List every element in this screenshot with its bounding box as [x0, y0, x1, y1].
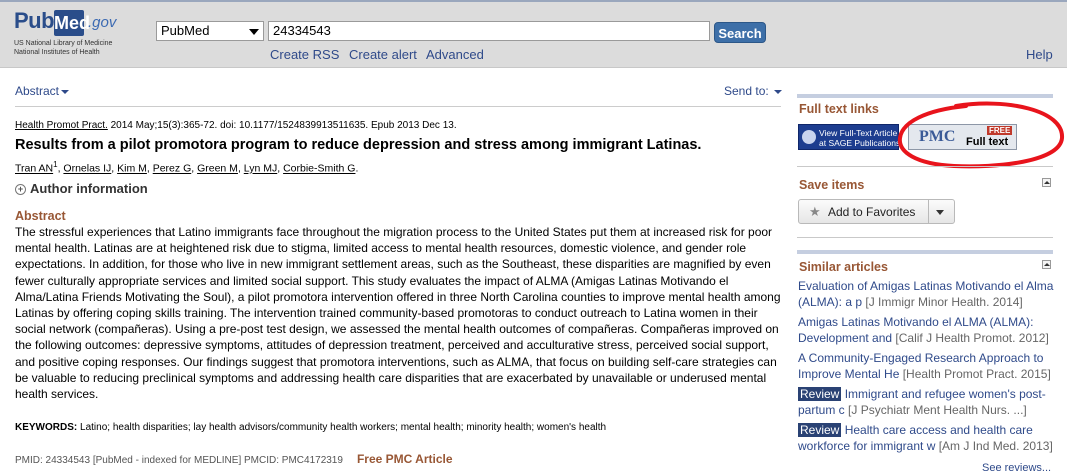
create-rss-link[interactable]: Create RSS — [270, 47, 340, 62]
help-link[interactable]: Help — [1026, 47, 1053, 62]
advanced-link[interactable]: Advanced — [426, 47, 484, 62]
author-link[interactable]: Ornelas IJ — [63, 162, 112, 175]
sage-full-text-button[interactable]: View Full-Text Article at SAGE Publications — [798, 124, 899, 150]
chevron-down-icon — [249, 29, 259, 35]
collapse-similar-articles-button[interactable] — [1042, 260, 1051, 269]
collapse-save-items-button[interactable] — [1042, 178, 1051, 187]
send-to-dropdown[interactable]: Send to: — [724, 84, 782, 98]
chevron-down-icon — [774, 90, 782, 94]
similar-article-item[interactable]: A Community-Engaged Research Approach to Improve Mental He [Health Promot Pract. 2015] — [798, 351, 1051, 381]
logo-pub-text: Pub — [14, 8, 55, 33]
review-badge: Review — [800, 423, 840, 437]
pubmed-logo[interactable] — [14, 8, 134, 60]
nlm-caption: US National Library of Medicine National Institutes of Health — [14, 40, 113, 56]
save-items-heading: Save items — [799, 178, 865, 192]
author-link[interactable]: Kim M — [117, 162, 147, 175]
abstract-text: The stressful experiences that Latino immigrants face throughout the migration process to the United States put them at increased risk for poor mental health. Latinas are at heightened risk due to stigma, limited access to mental health resources, domestic violence, and gender role expectations. In addition, for those who live in new immigrant settlement areas, such as the Southeast, these disparities are magnified by even fewer culturally appropriate services and limited social support. This study evaluates the impact of ALMA (Amigas Latinas Motivando el Alma/Latina Friends Motivating the Soul), a pilot promotora intervention offered in three North Carolina counties to improve mental health among Latinas by offering coping skills training. The intervention trained community-based promotoras to conduct outreach to Latina women in their social network (compañeras). Using a pre-post test design, we assessed the mental health outcomes of compañeras. Compañeras improved on the following outcomes: depressive symptoms, attitudes of depression treatment, perceived and acculturative stress, perceived social support, and positive coping responses. Our findings suggest that promotora interventions, such as ALMA, that focus on building self-care strategies can be valuable to reducing preclinical symptoms and addressing health care disparities that are exacerbated by unavailable or underused mental health services. — [15, 225, 781, 402]
citation: Health Promot Pract. 2014 May;15(3):365-72. doi: 10.1177/1524839913511635. Epub 2013 Dec 13. — [15, 120, 457, 131]
author-link[interactable]: Lyn MJ — [243, 162, 278, 175]
author-information-toggle[interactable]: + Author information — [15, 181, 148, 196]
pmc-full-text-button[interactable]: PMC FREE Full text — [908, 124, 1017, 150]
database-select[interactable]: PubMed — [156, 21, 264, 41]
star-icon: ★ — [809, 204, 821, 219]
sidebar-bar — [797, 250, 1053, 254]
abstract-heading: Abstract — [15, 209, 66, 223]
logo-med-box: Med — [54, 10, 84, 36]
full-text-links-heading: Full text links — [799, 102, 879, 116]
red-circle-annotation — [896, 100, 1066, 170]
sidebar-bar — [797, 94, 1053, 98]
search-button[interactable]: Search — [714, 22, 766, 43]
similar-articles-heading: Similar articles — [799, 260, 888, 274]
author-list: Tran $AN^1$, Ornelas IJ, Kim M, Perez G, Green M, Lyn MJ, Corbie-Smith G. — [15, 160, 359, 175]
author-link[interactable]: Green M — [197, 162, 238, 175]
pmid-line: PMID: 24334543 [PubMed - indexed for MEDLINE] PMCID: PMC4172319 Free PMC Article — [15, 452, 453, 466]
see-reviews-link[interactable]: See reviews... — [982, 462, 1052, 474]
logo-gov-text: .gov — [88, 14, 117, 31]
author-link[interactable]: Perez G — [152, 162, 192, 175]
add-to-favorites-button[interactable]: ★ Add to Favorites — [798, 199, 955, 224]
article-title: Results from a pilot promotora program to reduce depression and stress among immigrant Latinas. — [15, 137, 702, 153]
create-alert-link[interactable]: Create alert — [349, 47, 417, 62]
expand-icon: + — [15, 184, 26, 195]
header-bar — [0, 0, 1067, 68]
magnifier-icon — [802, 130, 816, 144]
author-link[interactable]: Corbie-Smith G — [283, 162, 356, 175]
format-dropdown[interactable]: Abstract — [15, 84, 69, 98]
divider — [15, 106, 781, 107]
divider — [797, 237, 1053, 238]
free-pmc-article-link[interactable]: Free PMC Article — [356, 452, 453, 466]
chevron-down-icon — [61, 90, 69, 94]
similar-article-item[interactable]: Review Immigrant and refugee women's post-partum c [J Psychiatr Ment Health Nurs. ...] — [798, 387, 1046, 417]
similar-article-item[interactable]: Review Health care access and health care workforce for immigrant w [Am J Ind Med. 2013] — [798, 423, 1053, 453]
journal-link[interactable]: Health Promot Pract. — [15, 120, 108, 131]
search-input[interactable]: 24334543 — [268, 21, 710, 41]
author-link[interactable]: Tran AN — [15, 162, 54, 175]
chevron-down-icon[interactable] — [936, 210, 944, 215]
similar-article-item[interactable]: Amigas Latinas Motivando el ALMA (ALMA): Development and [Calif J Health Promot. 2012] — [798, 315, 1049, 345]
keywords: KEYWORDS: Latino; health disparities; lay health advisors/community health workers; mental health; minority health; women's health — [15, 422, 607, 433]
review-badge: Review — [800, 387, 840, 401]
free-badge: FREE — [989, 126, 1011, 135]
divider — [797, 166, 1053, 167]
similar-article-item[interactable]: Evaluation of Amigas Latinas Motivando el Alma (ALMA): a p [J Immigr Minor Health. 2014] — [798, 279, 1054, 309]
